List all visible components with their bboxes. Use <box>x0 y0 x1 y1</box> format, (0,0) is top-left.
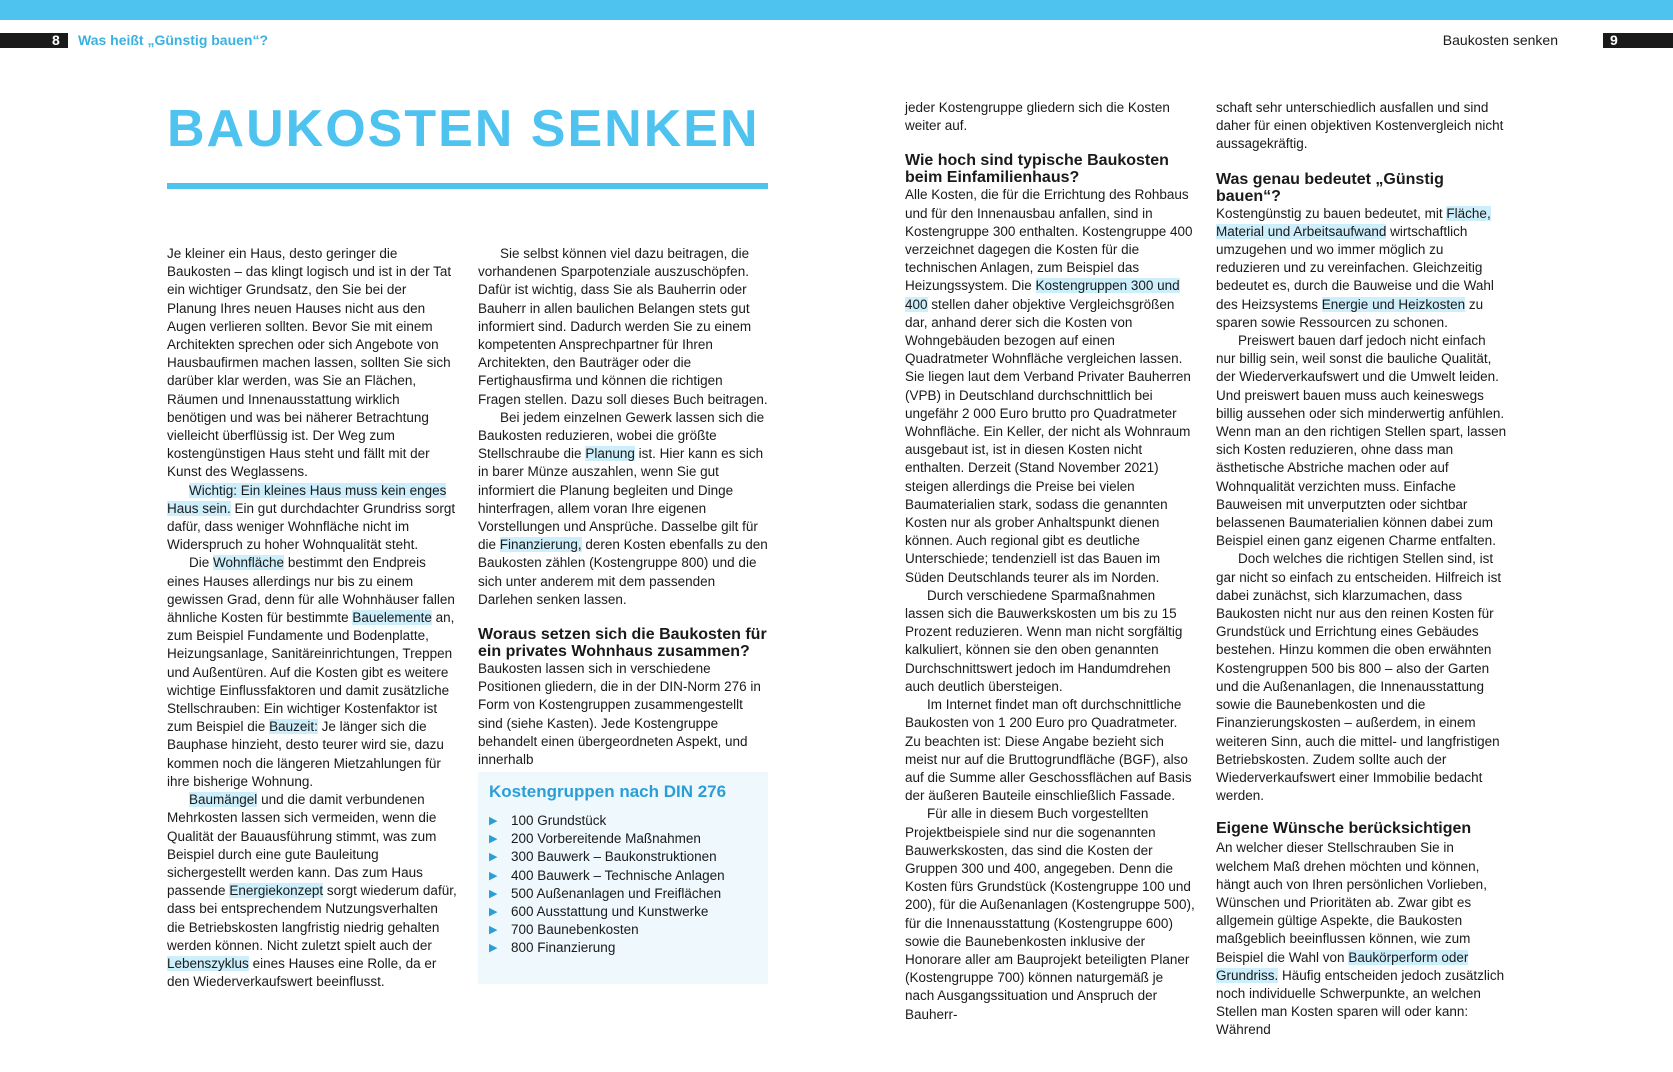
list-item <box>489 812 725 830</box>
highlight: Lebenszyklus <box>167 955 249 971</box>
paragraph: Doch welches die richtigen Stellen sind, ist gar nicht so einfach zu entscheiden. Hilfreich ist dabei zunächst, sich klarzumachen, dass Baukosten nicht nur aus den reinen Kosten für Grundstück und Errichtung eines Gebäudes bestehen. Hinzu kommen die oben erwähnten Kostengruppen 500 bis 800 – also der Garten und die Außenanlagen, die Innenausstattung sowie die Baunebenkosten und die Finanzierungskosten – außerdem, in einem weiteren Sinn, auch die mittel- und langfristigen Betriebskosten. Zudem sollte auch der Wiederverkaufswert einer Immobilie bedacht werden. <box>1216 551 1502 804</box>
paragraph: Preiswert bauen darf jedoch nicht einfach nur billig sein, weil sonst die bauliche Qualität, der Wiederverkaufswert und die Umwelt leiden. Und preiswert bauen muss auch keineswegs billig aussehen oder sich minderwertig anfühlen. Wenn man an den richtigen Stellen spart, lassen sich Kosten reduzieren, ohne dass man ästhetische Abstriche machen oder auf Wohnqualität verzichten muss. Einfache Bauweisen mit unverputzten oder sichtbar belassenen Baumaterialien können dabei zum Beispiel einen ganz eigenen Charme entfalten. <box>1216 333 1507 549</box>
text-run: Je länger sich die Bauphase hinzieht, desto teurer wird sie, dazu kommen noch die längeren Mietzahlungen für ihre bisherige Wohnung. <box>167 719 444 789</box>
text-run: stellen daher objektive Vergleichsgrößen dar, anhand derer sich die Kosten von Wohngebäuden bezogen auf einen Quadratmeter Wohnfläche vergleichen lassen. Sie liegen laut dem Verband Privater Bauherren (VPB) in Deutschland durchschnittlich bei ungefähr 2 000 Euro brutto pro Quadratmeter Wohnfläche. Ein Keller, der nicht als Wohnraum ausgebaut ist, ist in diesen Kosten nicht enthalten. Derzeit (Stand November 2021) steigen allerdings die Preise bei vielen Baumaterialien stark, sodass die genannten Kosten nur als grober Anhaltspunkt dienen können. Auch regional gibt es deutliche Unterschiede; tendenziell ist das Bauen im Süden Deutschlands teurer als im Norden. <box>905 296 1191 585</box>
list-item-label: 300 Bauwerk – Baukonstruktionen <box>511 849 717 865</box>
text-run: Die <box>189 555 214 571</box>
highlight: Wichtig: Ein kleines Haus muss kein enges Haus sein. <box>167 482 447 516</box>
text-run: Alle Kosten, die für die Errichtung des Rohbaus und für den Innenausbau anfallen, sind in Kostengruppe 300 enthalten. Kostengruppe 400 verzeichnet dagegen die Kosten für die technischen Anlagen, zum Beispiel das Heizungssystem. Die <box>905 187 1193 294</box>
highlight: Energiekonzept <box>229 883 324 899</box>
info-box-list <box>489 812 725 958</box>
paragraph: Durch verschiedene Sparmaßnahmen lassen sich die Bauwerkskosten um bis zu 15 Prozent reduzieren. Wenn man nicht sorgfältig kalkuliert, können sie den oben genannten Durchschnittswert jedoch im Handumdrehen auch deutlich übersteigen. <box>905 587 1183 694</box>
text-run: An welcher dieser Stellschrauben Sie in welchem Maß drehen möchten und können, hängt auch von Ihren persönlichen Vorlieben, Wünschen und Prioritäten ab. Zwar gibt es allgemein gültige Aspekte, die Baukosten maßgeblich beeinflussen können, wie zum Beispiel die Wahl von <box>1216 840 1487 965</box>
list-item-label: 600 Ausstattung und Kunstwerke <box>511 904 709 920</box>
triangle-bullet-icon: ▶ <box>489 815 498 827</box>
text-run: Kostengünstig zu bauen bedeutet, mit <box>1216 205 1447 221</box>
paragraph: Im Internet findet man oft durchschnittliche Baukosten von 1 200 Euro pro Quadratmeter. Zu beachten ist: Diese Angabe bezieht sich meist nur auf die Bruttogrundfläche (BGF), also auf die Summe aller Geschossflächen auf Basis der äußeren Bauteile einschließlich Fassade. <box>905 697 1192 804</box>
paragraph <box>478 409 768 609</box>
list-item <box>489 939 725 957</box>
list-item <box>489 885 725 903</box>
list-item-label: 100 Grundstück <box>511 813 607 828</box>
highlight: Energie und Heizkosten <box>1321 296 1466 312</box>
list-item <box>489 903 725 921</box>
text-run: sorgt wiederum dafür, dass bei entsprechendem Nutzungsverhalten die Betriebskosten langfristig niedrig gehalten werden können. Nicht zuletzt spielt auch der <box>167 883 457 953</box>
text-run: an, zum Beispiel Fundamente und Bodenplatte, Heizungsanlage, Sanitäreinrichtungen, Treppen und Außentüren. Auf die Kosten gibt es weitere wichtige Einflussfaktoren und damit zusätzliche Stellschrauben: Ein wichtiger Kostenfaktor ist zum Beispiel die <box>167 610 455 735</box>
paragraph <box>167 482 457 555</box>
list-item-label: 400 Bauwerk – Technische Anlagen <box>511 867 725 883</box>
right-running-header: Baukosten senken <box>1442 32 1558 48</box>
top-color-bar <box>0 0 1673 20</box>
info-box-title: Kostengruppen nach DIN 276 <box>489 782 727 801</box>
left-running-header: Was heißt „Günstig bauen“? <box>78 32 269 48</box>
text-run: Bei jedem einzelnen Gewerk lassen sich die Baukosten reduzieren, wobei die größte Stellschraube die <box>478 409 765 462</box>
list-item-label: 800 Finanzierung <box>511 940 616 956</box>
list-item <box>489 848 725 866</box>
text-run: und die damit verbundenen Mehrkosten lassen sich vermeiden, wenn die Qualität der Bauausführung stimmt, was zum Beispiel durch eine gute Bauleitung sichergestellt werden kann. Das zum Haus passende <box>167 792 437 899</box>
column-1 <box>167 245 457 991</box>
list-item <box>489 830 725 848</box>
column-2 <box>478 245 768 769</box>
highlight: Kostengruppen 300 und 400 <box>905 278 1180 312</box>
list-item <box>489 921 725 939</box>
paragraph <box>167 791 457 991</box>
section-heading: Woraus setzen sich die Baukosten für ein privates Wohnhaus zusammen? <box>478 626 767 661</box>
text-run: Ein gut durchdachter Grundriss sorgt dafür, dass weniger Wohnfläche nicht im Widerspruch zu hoher Wohnqualität steht. <box>167 500 456 553</box>
triangle-bullet-icon: ▶ <box>489 942 498 955</box>
highlight: Baukörperform oder Grundriss. <box>1216 949 1469 983</box>
highlight: Fläche, Material und Arbeitsaufwand <box>1216 205 1491 239</box>
triangle-bullet-icon: ▶ <box>489 869 498 882</box>
column-3 <box>905 99 1196 1024</box>
list-item <box>489 867 725 885</box>
section-heading: Wie hoch sind typische Baukosten beim Einfamilienhaus? <box>905 152 1169 187</box>
paragraph <box>905 186 1196 586</box>
list-item-label: 700 Baunebenkosten <box>511 922 639 938</box>
highlight: Bauelemente <box>352 610 432 626</box>
right-page-number: 9 <box>1610 32 1618 48</box>
list-item-label: 500 Außenanlagen und Freiflächen <box>511 885 722 901</box>
paragraph <box>167 554 457 791</box>
title-rule <box>167 183 768 189</box>
paragraph: Je kleiner ein Haus, desto geringer die Baukosten – das klingt logisch und ist in der Tat ein wichtiger Grundsatz, den Sie bei der Planung Ihres neuen Hauses nicht aus den Augen verlieren sollten. Bevor Sie mit einem Architekten sprechen oder sich Angebote von Hausbaufirmen machen lassen, sollten Sie sich darüber klar werden, was Sie an Flächen, Räumen und Innenausstattung wirklich benötigen und was bei näherer Betrachtung vielleicht überflüssig ist. Der Weg zum kostengünstigen Haus steht und fällt mit der Kunst des Weglassens. <box>167 246 452 480</box>
highlight: Baumängel <box>189 792 258 808</box>
section-heading: Was genau bedeutet „Günstig bauen“? <box>1216 170 1444 205</box>
paragraph <box>1216 839 1507 1039</box>
paragraph: schaft sehr unterschiedlich ausfallen und sind daher für einen objektiven Kostenvergleich nicht aussagekräftig. <box>1216 100 1504 152</box>
column-4 <box>1216 99 1507 1040</box>
text-run: bestimmt den Endpreis eines Hauses allerdings nur bis zu einem gewissen Grad, denn für alle Wohnhäuser fallen ähnliche Kosten für bestimmte <box>167 555 455 626</box>
text-run: deren Kosten ebenfalls zu den Baukosten zählen (Kostengruppe 800) und die sich unter anderem mit dem passenden Darlehen senken lassen. <box>478 537 768 607</box>
section-heading: Eigene Wünsche berücksichtigen <box>1216 820 1472 838</box>
text-run: wirtschaftlich umzugehen und wo immer möglich zu reduzieren und zu vereinfachen. Gleichzeitig bedeutet es, durch die Bauweise und die Wahl des Heizsystems <box>1216 223 1494 312</box>
text-run: Häufig entscheiden jedoch zusätzlich noch individuelle Schwerpunkte, an welchen Stellen man Kosten sparen will oder kann: Während <box>1216 967 1505 1038</box>
paragraph: Baukosten lassen sich in verschiedene Positionen gliedern, die in der DIN-Norm 276 in Form von Kostengruppen zusammengestellt sind (siehe Kasten). Jede Kostengruppe behandelt einen übergeordneten Aspekt, und innerhalb <box>478 661 761 768</box>
paragraph: jeder Kostengruppe gliedern sich die Kosten weiter auf. <box>905 100 1170 134</box>
left-page-number: 8 <box>52 32 60 48</box>
text-run: ist. Hier kann es sich in barer Münze auszahlen, wenn Sie gut informiert die Planung begleiten und Dinge hinterfragen, allem voran Ihre eigenen Vorstellungen und Ansprüche. Dasselbe gilt für die <box>478 446 764 553</box>
triangle-bullet-icon: ▶ <box>489 833 498 846</box>
highlight: Wohnfläche <box>213 555 285 571</box>
triangle-bullet-icon: ▶ <box>489 887 498 900</box>
highlight: Planung <box>585 446 635 462</box>
page-title: BAUKOSTEN SENKEN <box>167 100 760 158</box>
list-item-label: 200 Vorbereitende Maßnahmen <box>511 831 701 847</box>
paragraph: Für alle in diesem Buch vorgestellten Projektbeispiele sind nur die sogenannten Bauwerkskosten, das sind die Kosten der Gruppen 300 und 400, angegeben. Denn die Kosten fürs Grundstück (Kostengruppe 100 und 200), für die Außenanlagen (Kostengruppe 500), für die Innenausstattung (Kostengruppe 600) sowie die Baunebenkosten inklusive der Honorare aller am Bauprojekt beteiligten Planer (Kostengruppe 700) können naturgemäß je nach Ausgangssituation und Anspruch der Bauherr- <box>905 806 1195 1022</box>
info-box <box>478 772 768 984</box>
triangle-bullet-icon: ▶ <box>489 906 498 919</box>
paragraph <box>1216 205 1507 332</box>
triangle-bullet-icon: ▶ <box>489 851 498 864</box>
highlight: Finanzierung, <box>499 537 582 553</box>
paragraph: Sie selbst können viel dazu beitragen, die vorhandenen Sparpotenziale auszuschöpfen. Dafür ist wichtig, dass Sie als Bauherrin oder Bauherr in allen baulichen Belangen stets gut informiert sind. Dadurch werden Sie zu einem kompetenten Ansprechpartner für Ihren Architekten, den Bauträger oder die Fertighausfirma und können die richtigen Fragen stellen. Dazu soll dieses Buch beitragen. <box>478 246 768 407</box>
text-run: eines Hauses eine Rolle, da er den Wiederverkaufswert beeinflusst. <box>167 955 437 990</box>
triangle-bullet-icon: ▶ <box>489 924 498 937</box>
highlight: Bauzeit: <box>269 719 318 735</box>
text-run: zu sparen sowie Ressourcen zu schonen. <box>1216 296 1484 330</box>
